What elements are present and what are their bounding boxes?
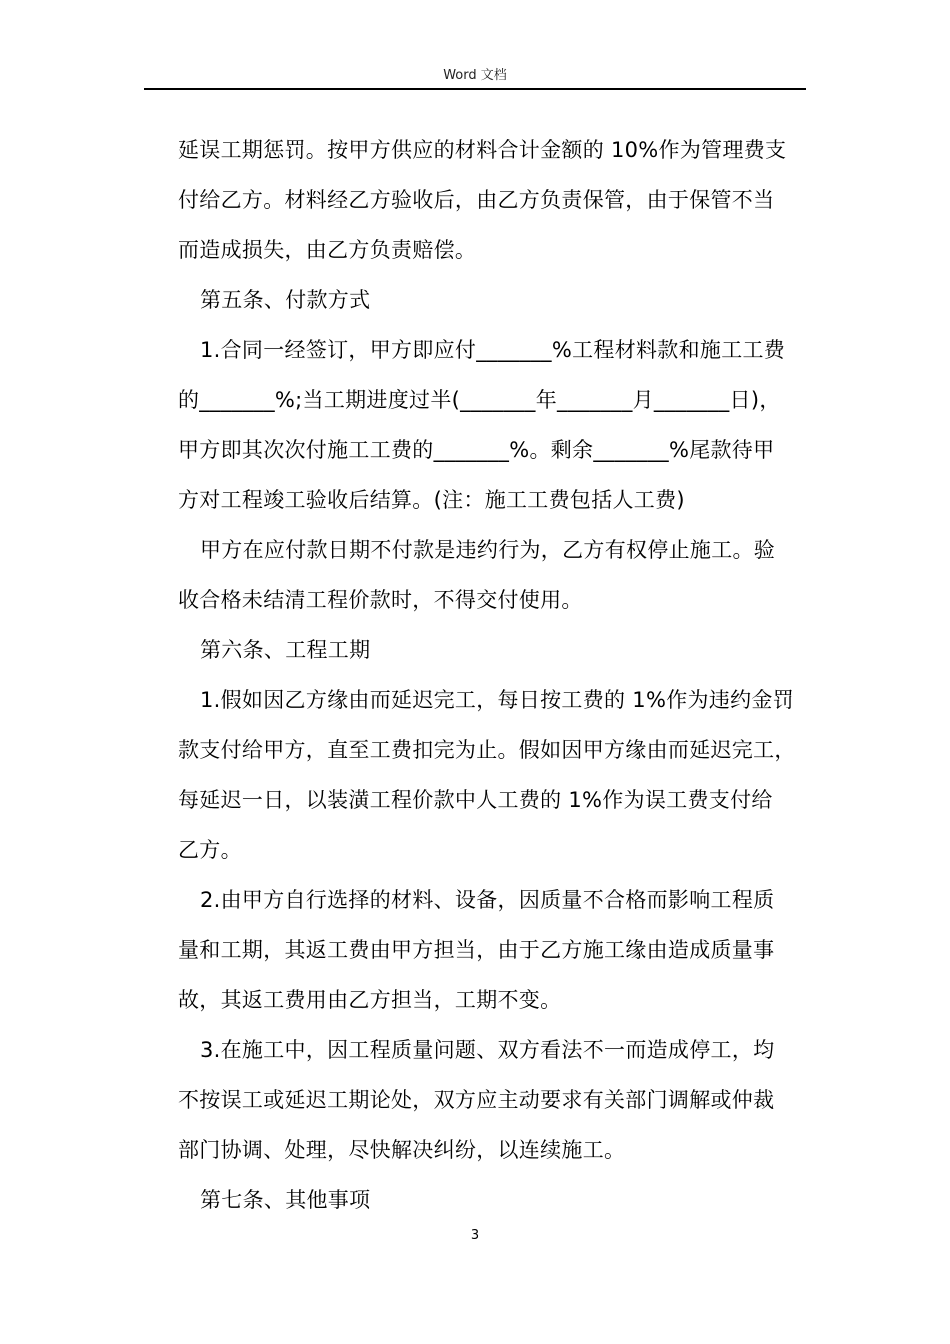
- header-divider: [144, 88, 806, 90]
- text-line: 第七条、其他事项: [200, 1188, 371, 1212]
- text-line: 第六条、工程工期: [200, 638, 371, 662]
- text-line: 收合格未结清工程价款时，不得交付使用。: [178, 588, 583, 612]
- page-number: 3: [470, 1228, 480, 1243]
- text-line: 甲方即其次次付施工工费的_______%。剩余_______%尾款待甲: [178, 438, 775, 462]
- text-line: 每延迟一日，以装潢工程价款中人工费的 1%作为误工费支付给: [178, 788, 773, 812]
- text-line: 3.在施工中，因工程质量问题、双方看法不一而造成停工，均: [200, 1038, 775, 1062]
- text-line: 的_______%;当工期进度过半(_______年_______月_______日)，: [178, 388, 781, 412]
- text-line: 乙方。: [178, 838, 242, 862]
- page-header: Word 文档: [443, 68, 507, 83]
- text-line: 不按误工或延迟工期论处，双方应主动要求有关部门调解或仲裁: [178, 1088, 775, 1112]
- text-line: 方对工程竣工验收后结算。(注：施工工费包括人工费): [178, 488, 685, 512]
- text-line: 延误工期惩罚。按甲方供应的材料合计金额的 10%作为管理费支: [178, 138, 787, 162]
- text-line: 第五条、付款方式: [200, 288, 371, 312]
- document-body: [178, 125, 818, 1225]
- text-line: 而造成损失，由乙方负责赔偿。: [178, 238, 477, 262]
- text-line: 部门协调、处理，尽快解决纠纷，以连续施工。: [178, 1138, 626, 1162]
- text-line: 甲方在应付款日期不付款是违约行为，乙方有权停止施工。验: [200, 538, 776, 562]
- text-line: 2.由甲方自行选择的材料、设备，因质量不合格而影响工程质: [200, 888, 775, 912]
- text-line: 故，其返工费用由乙方担当，工期不变。: [178, 988, 562, 1012]
- text-line: 1.合同一经签订，甲方即应付_______%工程材料款和施工工费: [200, 338, 786, 362]
- text-line: 量和工期，其返工费由甲方担当，由于乙方施工缘由造成质量事: [178, 938, 775, 962]
- text-line: 1.假如因乙方缘由而延迟完工，每日按工费的 1%作为违约金罚: [200, 688, 795, 712]
- text-line: 付给乙方。材料经乙方验收后，由乙方负责保管，由于保管不当: [178, 188, 775, 212]
- text-line: 款支付给甲方，直至工费扣完为止。假如因甲方缘由而延迟完工，: [178, 738, 796, 762]
